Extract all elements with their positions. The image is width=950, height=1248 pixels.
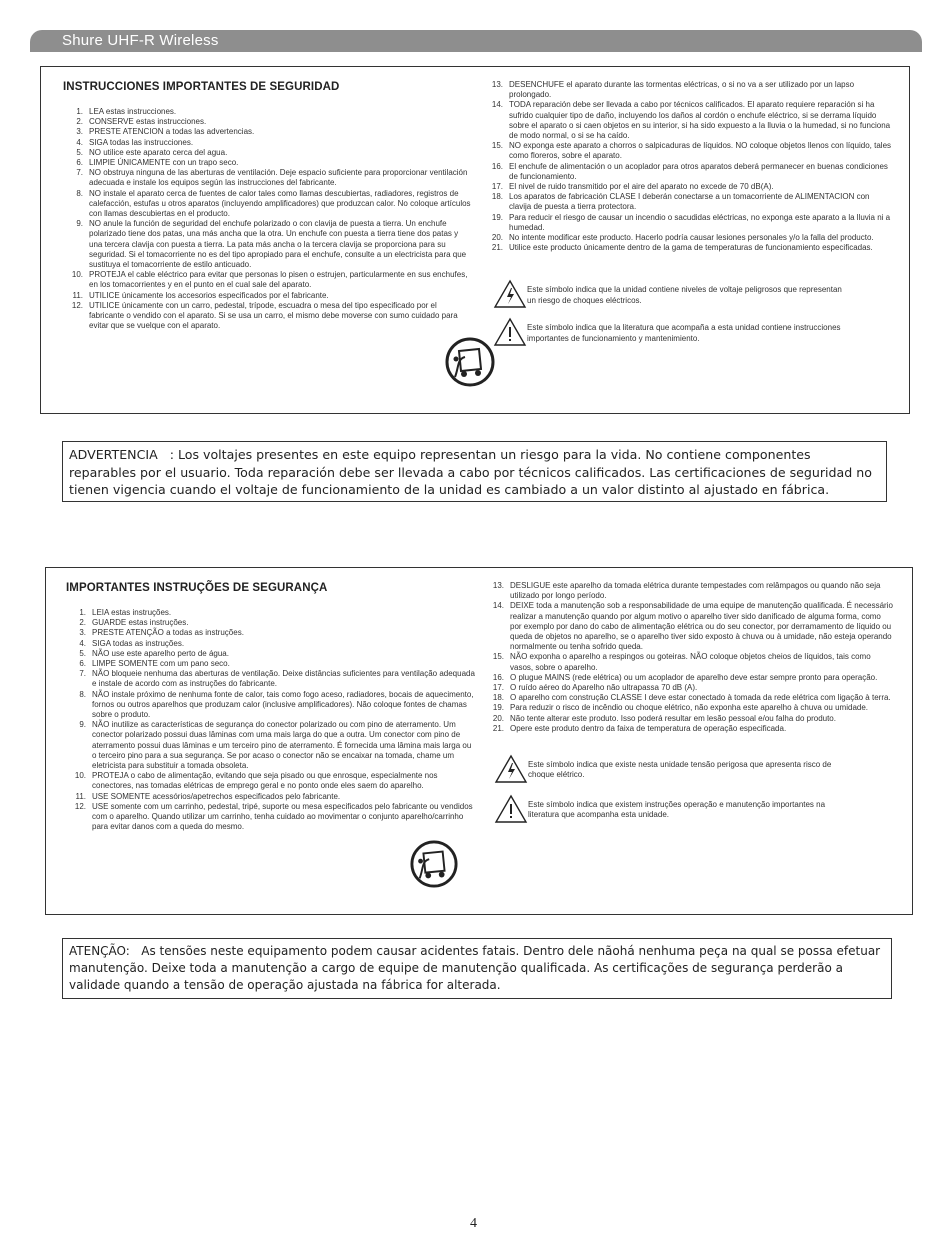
- portuguese-literature-symbol-text: Este símbolo indica que existem instruções operação e manutenção importantes na literatura que acompanha esta unidade.: [528, 800, 826, 820]
- list-item-text: NÃO bloqueie nenhuma das aberturas de ventilação. Deixe distâncias suficientes para ventilação adequada e instale de acordo com as instruções do fabricante.: [92, 669, 475, 689]
- list-item: [484, 683, 894, 693]
- spanish-left-list: [63, 107, 473, 331]
- list-item-number: 19.: [491, 212, 503, 222]
- list-item: [483, 80, 893, 100]
- list-item: [66, 649, 476, 659]
- list-item-number: 4.: [76, 137, 83, 147]
- list-item-number: 5.: [76, 147, 83, 157]
- list-item: [484, 693, 894, 703]
- list-item: [66, 802, 476, 833]
- list-item-number: 6.: [79, 659, 86, 669]
- list-item-text: O ruído aéreo do Aparelho não ultrapassa 70 dB (A).: [510, 683, 698, 693]
- list-item: [63, 138, 473, 148]
- list-item-text: DESENCHUFE el aparato durante las tormentas eléctricas, o si no va a ser utilizado por un lapso prolongado.: [509, 80, 855, 100]
- spanish-voltage-symbol-text: Este símbolo indica que la unidad contiene niveles de voltaje peligrosos que representan un riesgo de choques eléctricos.: [527, 285, 842, 305]
- list-item-text: NO anule la función de seguridad del enchufe polarizado o con clavija de puesta a tierra. Un enchufe polarizado tiene dos patas, una más ancha que la otra. Un enchufe con puesta a tierra tiene dos patas y una tercera clavija con puesta a tierra. La pata más ancha o la tercera clavija se proporciona para su seguridad. Si el tomacorriente no es del tipo apropiado para el enchufe, consulte a un electricista para que sustituya el tomacorriente de estilo anticuado.: [89, 219, 467, 270]
- list-item: [63, 301, 473, 332]
- list-item-text: USE somente com um carrinho, pedestal, tripé, suporte ou mesa especificados pelo fabricante ou vendidos com o aparelho. Quando utilizar um carrinho, tenha cuidado ao movimentar o conjunto aparelho/carrinho para evitar danos com a queda do mesmo.: [92, 801, 473, 832]
- portuguese-voltage-symbol-row: [484, 754, 894, 784]
- spanish-right-column: [483, 80, 893, 347]
- spanish-voltage-symbol-row: [483, 279, 893, 309]
- list-item-text: SIGA todas las instrucciones.: [89, 137, 194, 147]
- list-item: [483, 141, 893, 161]
- list-item-text: GUARDE estas instruções.: [92, 618, 189, 628]
- list-item-number: 20.: [492, 713, 504, 723]
- list-item-number: 4.: [79, 638, 86, 648]
- list-item-number: 9.: [76, 219, 83, 229]
- list-item-text: NÃO use este aparelho perto de água.: [92, 648, 229, 658]
- spanish-literature-symbol-text: Este símbolo indica que la literatura que acompaña a esta unidad contiene instrucciones importantes de funcionamiento y mantenimiento.: [527, 323, 841, 343]
- list-item: [66, 771, 476, 791]
- list-item-number: 21.: [491, 243, 503, 253]
- list-item-text: NO utilice este aparato cerca del agua.: [89, 147, 228, 157]
- list-item-text: NÃO instale próximo de nenhuma fonte de calor, tais como fogo aceso, radiadores, bocais de aquecimento, fornos ou outros aparelhos que produzam calor (inclusive amplificadores). Não coloque fontes de chamas sobre o produto.: [92, 689, 474, 720]
- list-item-text: UTILICE únicamente los accesorios especificados por el fabricante.: [89, 290, 329, 300]
- list-item: [483, 243, 893, 253]
- portuguese-right-list: [484, 581, 894, 734]
- list-item: [63, 117, 473, 127]
- spanish-left-column: [63, 81, 473, 331]
- list-item-text: Não tente alterar este produto. Isso poderá resultar em lesão pessoal e/ou falha do produto.: [510, 713, 836, 723]
- list-item-number: 5.: [79, 648, 86, 658]
- portuguese-literature-symbol-row: [484, 794, 894, 824]
- list-item-number: 11.: [75, 791, 86, 801]
- list-item-text: PRESTE ATENCION a todas las advertencias.: [89, 127, 255, 137]
- list-item-number: 18.: [491, 192, 503, 202]
- list-item-number: 15.: [491, 141, 503, 151]
- lightning-triangle-icon: [494, 754, 528, 784]
- list-item-text: NÃO exponha o aparelho a respingos ou goteiras. NÃO coloque objetos cheios de líquidos, tais como vasos, sobre o aparelho.: [510, 652, 871, 672]
- portuguese-left-column: [66, 582, 476, 832]
- list-item: [484, 581, 894, 601]
- list-item-number: 21.: [492, 723, 504, 733]
- list-item-text: O plugue MAINS (rede elétrica) ou um acoplador de aparelho deve estar sempre pronto para operação.: [510, 672, 878, 682]
- list-item-number: 1.: [76, 107, 83, 116]
- list-item: [66, 792, 476, 802]
- list-item: [483, 182, 893, 192]
- list-item-text: TODA reparación debe ser llevada a cabo por técnicos calificados. El aparato requiere reparación si ha sufrido cualquier tipo de daño, incluyendo los daños al cordón o enchufe eléctrico, si se derrama líquido sobre el aparato o si caen objetos en su interior, si ha sido expuesto a la lluvia o la humedad, si no funciona de modo normal, o si se ha caído.: [509, 100, 891, 141]
- portuguese-warning-label: ATENÇÃO:: [69, 944, 130, 958]
- list-item: [63, 158, 473, 168]
- list-item-text: NO obstruya ninguna de las aberturas de ventilación. Deje espacio suficiente para proporcionar ventilación adecuada e instale los equipos según las instrucciones del fabricante.: [89, 168, 468, 188]
- list-item-number: 11.: [72, 290, 83, 300]
- list-item: [484, 601, 894, 652]
- list-item-number: 15.: [492, 652, 504, 662]
- list-item-text: UTILICE únicamente con un carro, pedestal, trípode, escuadra o mesa del tipo especificado por el fabricante o vendido con el aparato. Si se usa un carro, el mismo debe moverse con sumo cuidado para evitar que se vuelque con el aparato.: [89, 300, 458, 331]
- portuguese-voltage-symbol-text: Este símbolo indica que existe nesta unidade tensão perigosa que apresenta risco de choque elétrico.: [528, 760, 832, 780]
- list-item: [66, 659, 476, 669]
- list-item: [484, 714, 894, 724]
- list-item-number: 2.: [76, 117, 83, 127]
- list-item-number: 12.: [74, 801, 86, 811]
- list-item: [483, 213, 893, 233]
- list-item: [63, 107, 473, 117]
- portuguese-left-list: [66, 608, 476, 832]
- list-item: [483, 100, 893, 141]
- spanish-warning-text: : Los voltajes presentes en este equipo representan un riesgo para la vida. No contiene componentes reparables por el usuario. Toda reparación debe ser llevada a cabo por técnicos calificados. Las certificaciones de seguridad no tienen vigencia cuando el voltaje de funcionamiento de la unidad es cambiado a un valor distinto al ajustado en fábrica.: [69, 447, 872, 497]
- list-item: [63, 127, 473, 137]
- list-item-number: 1.: [79, 608, 86, 617]
- list-item: [484, 652, 894, 672]
- list-item-text: CONSERVE estas instrucciones.: [89, 117, 207, 127]
- list-item-number: 8.: [79, 689, 86, 699]
- list-item-text: Para reducir el riesgo de causar un incendio o sacudidas eléctricas, no exponga este aparato a la lluvia ni a humedad.: [509, 212, 891, 232]
- list-item: [484, 703, 894, 713]
- list-item-text: LIMPE SOMENTE com um pano seco.: [92, 659, 230, 669]
- list-item-text: DESLIGUE este aparelho da tomada elétrica durante tempestades com relâmpagos ou quando não seja utilizado por longo período.: [510, 581, 881, 601]
- list-item-number: 16.: [491, 161, 503, 171]
- list-item-text: NO instale el aparato cerca de fuentes de calor tales como llamas descubiertas, radiadores, registros de calefacción, estufas u otros aparatos (incluyendo amplificadores) que produzcan calor. No coloque artículos con llamas descubiertas en el producto.: [89, 188, 471, 219]
- list-item: [66, 639, 476, 649]
- list-item-text: El nivel de ruido transmitido por el aire del aparato no excede de 70 dB(A).: [509, 182, 774, 192]
- page-number: 4: [470, 1216, 477, 1231]
- list-item: [63, 270, 473, 290]
- list-item: [483, 162, 893, 182]
- list-item-text: Opere este produto dentro da faixa de temperatura de operação especificada.: [510, 723, 787, 733]
- list-item: [66, 628, 476, 638]
- list-item-number: 7.: [79, 669, 86, 679]
- list-item: [66, 669, 476, 689]
- list-item-text: USE SOMENTE acessórios/apetrechos especificados pelo fabricante.: [92, 791, 341, 801]
- list-item: [484, 673, 894, 683]
- cart-tip-warning-icon: [410, 840, 458, 888]
- list-item-text: NÃO inutilize as características de segurança do conector polarizado ou com pino de aterramento. Um conector polarizado possui duas lâminas com uma mais larga do que a outra. Um conector com pino de aterramento possui duas lâminas e um terceiro pino de aterramento. É fornecida uma lâmina mais larga ou o terceiro pino para a sua segurança. Se por acaso o conector não se encaixar na tomada, chame um eletricista para substituir a tomada obsoleta.: [92, 720, 472, 771]
- spanish-warning-label: ADVERTENCIA: [69, 447, 158, 462]
- list-item-number: 17.: [492, 683, 504, 693]
- spanish-safety-box: [40, 66, 910, 414]
- list-item: [66, 618, 476, 628]
- spanish-right-list: [483, 80, 893, 253]
- list-item-number: 14.: [492, 601, 504, 611]
- list-item-text: PROTEJA o cabo de alimentação, evitando que seja pisado ou que enrosque, especialmente nos conectores, nas tomadas elétricas de emprego geral e no ponto onde eles saem do aparelho.: [92, 771, 438, 791]
- list-item: [63, 148, 473, 158]
- portuguese-title: IMPORTANTES INSTRUÇÕES DE SEGURANÇA: [66, 582, 328, 594]
- list-item-text: Los aparatos de fabricación CLASE I deberán conectarse a un tomacorriente de ALIMENTACION con clavija de puesta a tierra protectora.: [509, 192, 870, 212]
- list-item: [484, 724, 894, 734]
- list-item-text: PRESTE ATENÇÃO a todas as instruções.: [92, 628, 244, 638]
- list-item-number: 17.: [491, 182, 503, 192]
- list-item: [483, 192, 893, 212]
- list-item-text: El enchufe de alimentación o un acoplador para otros aparatos deberá permanecer en buenas condiciones de funcionamiento.: [509, 161, 888, 181]
- list-item: [63, 189, 473, 220]
- list-item: [66, 608, 476, 618]
- list-item-text: LEA estas instrucciones.: [89, 107, 177, 116]
- list-item-number: 3.: [79, 628, 86, 638]
- list-item: [63, 168, 473, 188]
- list-item-number: 9.: [79, 720, 86, 730]
- list-item-number: 3.: [76, 127, 83, 137]
- list-item: [66, 720, 476, 771]
- portuguese-safety-box: [45, 567, 913, 915]
- list-item: [483, 233, 893, 243]
- list-item-text: DEIXE toda a manutenção sob a responsabilidade de uma equipe de manutenção qualificada. É necessário realizar a manutenção quando por algum motivo o aparelho tiver sido danificado de alguma forma, como por exemplo por dano do cabo de alimentação elétrica ou do seu conector, por derramamento de líquido ou queda de objetos no aparelho, se o aparelho tiver sido exposto à chuva ou à umidade, não esteja operando normalmente ou tenha sofrido queda.: [510, 601, 893, 652]
- list-item-text: LIMPIE ÚNICAMENTE con un trapo seco.: [89, 158, 239, 168]
- list-item-number: 14.: [491, 100, 503, 110]
- list-item-text: Para reduzir o risco de incêndio ou choque elétrico, não exponha este aparelho à chuva ou umidade.: [510, 703, 869, 713]
- header-bar: [30, 30, 922, 52]
- list-item-number: 10.: [71, 270, 83, 280]
- list-item-text: No intente modificar este producto. Hacerlo podría causar lesiones personales y/o la falla del producto.: [509, 233, 874, 243]
- list-item: [63, 291, 473, 301]
- list-item-text: SIGA todas as instruções.: [92, 638, 185, 648]
- list-item-text: Utilice este producto únicamente dentro de la gama de temperaturas de funcionamiento especificadas.: [509, 243, 873, 253]
- list-item-number: 13.: [491, 80, 503, 89]
- list-item-number: 7.: [76, 168, 83, 178]
- list-item-number: 19.: [492, 703, 504, 713]
- list-item: [63, 219, 473, 270]
- list-item-text: LEIA estas instruções.: [92, 608, 172, 617]
- spanish-title: INSTRUCCIONES IMPORTANTES DE SEGURIDAD: [63, 81, 340, 93]
- spanish-warning-box: [62, 441, 887, 502]
- portuguese-warning-box: [62, 938, 892, 999]
- list-item-number: 20.: [491, 233, 503, 243]
- list-item-text: O aparelho com construção CLASSE I deve estar conectado à tomada da rede elétrica com ligação à terra.: [510, 693, 891, 703]
- portuguese-right-column: [484, 581, 894, 824]
- lightning-triangle-icon: [493, 279, 527, 309]
- list-item-number: 16.: [492, 672, 504, 682]
- list-item: [66, 690, 476, 721]
- header-title: Shure UHF-R Wireless: [62, 32, 219, 49]
- list-item-number: 13.: [492, 581, 504, 590]
- spanish-literature-symbol-row: [483, 317, 893, 347]
- exclamation-triangle-icon: [494, 794, 528, 824]
- list-item-text: PROTEJA el cable eléctrico para evitar que personas lo pisen o estrujen, particularmente en sus enchufes, en los tomacorrientes y en el punto en el cual sale del aparato.: [89, 270, 468, 290]
- list-item-number: 6.: [76, 158, 83, 168]
- exclamation-triangle-icon: [493, 317, 527, 347]
- list-item-number: 2.: [79, 618, 86, 628]
- list-item-number: 12.: [71, 300, 83, 310]
- list-item-number: 10.: [74, 771, 86, 781]
- list-item-number: 8.: [76, 188, 83, 198]
- list-item-text: NO exponga este aparato a chorros o salpicaduras de líquidos. NO coloque objetos llenos con líquido, tales como floreros, sobre el aparato.: [509, 141, 892, 161]
- list-item-number: 18.: [492, 693, 504, 703]
- portuguese-warning-text: As tensões neste equipamento podem causar acidentes fatais. Dentro dele nãohá nenhuma peça na qual se possa efetuar manutenção. Deixe toda a manutenção a cargo de equipe de manutenção qualificada. As certificações de segurança perderão a validade quando a tensão de operação ajustada na fábrica for alterada.: [69, 944, 881, 992]
